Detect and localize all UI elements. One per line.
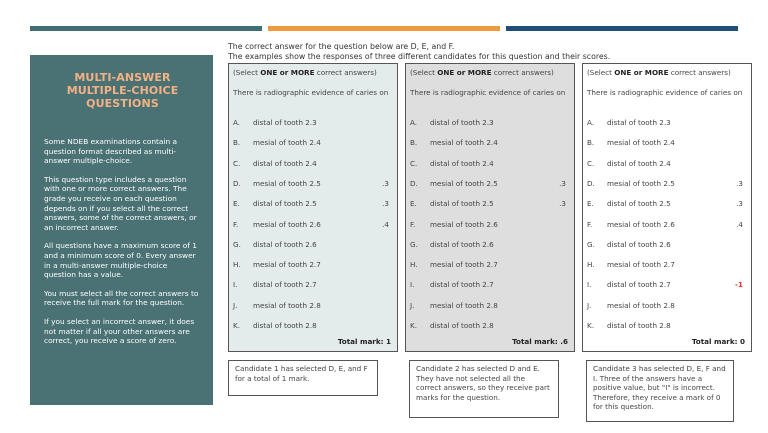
- option-letter: I.: [587, 280, 592, 290]
- answer-option: [410, 240, 566, 252]
- option-score: .3: [736, 199, 743, 209]
- option-letter: E.: [410, 199, 417, 209]
- option-text: distal of tooth 2.6: [430, 239, 494, 249]
- option-letter: A.: [233, 118, 241, 127]
- option-text: mesial of tooth 2.6: [253, 219, 321, 229]
- answer-option: [233, 118, 389, 130]
- option-text: distal of tooth 2.5: [430, 199, 494, 209]
- instruction-suffix: correct answers): [314, 68, 377, 77]
- question-stem: There is radiographic evidence of caries on: [410, 88, 566, 97]
- option-letter: C.: [233, 158, 241, 168]
- option-text: distal of tooth 2.4: [430, 158, 494, 168]
- option-letter: D.: [410, 178, 418, 188]
- option-score: .3: [736, 178, 743, 188]
- candidate-2-note: Candidate 2 has selected D and E. They have not selected all the correct answers, so they receive part marks for the question.: [409, 360, 559, 418]
- option-text: mesial of tooth 2.4: [253, 138, 321, 148]
- answer-option: [587, 301, 743, 313]
- option-text: mesial of tooth 2.7: [253, 260, 321, 270]
- question-instruction: [587, 68, 731, 77]
- option-text: distal of tooth 2.4: [607, 158, 671, 168]
- option-letter: H.: [587, 260, 595, 270]
- option-text: mesial of tooth 2.8: [607, 300, 675, 310]
- instruction-suffix: correct answers): [668, 68, 731, 77]
- accent-bar-navy: [506, 26, 738, 31]
- answer-option: [587, 321, 743, 333]
- answer-option: [410, 179, 566, 191]
- option-letter: C.: [587, 158, 595, 168]
- option-letter: H.: [410, 260, 418, 270]
- option-letter: A.: [410, 118, 418, 127]
- option-letter: B.: [587, 138, 595, 148]
- option-letter: F.: [587, 219, 593, 229]
- answer-option: [233, 179, 389, 191]
- instruction-prefix: (Select: [587, 68, 615, 77]
- option-text: mesial of tooth 2.5: [607, 178, 675, 188]
- answer-option: [587, 280, 743, 292]
- option-text: mesial of tooth 2.6: [430, 219, 498, 229]
- option-letter: E.: [587, 199, 594, 209]
- option-score: .3: [382, 199, 389, 209]
- instruction-emphasis: ONE or MORE: [614, 68, 669, 77]
- candidate-3-question-card: [582, 63, 752, 352]
- answer-option: [587, 118, 743, 130]
- instruction-suffix: correct answers): [491, 68, 554, 77]
- side-paragraph: All questions have a maximum score of 1 and a minimum score of 0. Every answer in a multi-answer multiple-choice question has a value.: [44, 241, 197, 280]
- option-score: .3: [559, 199, 566, 209]
- accent-bar-orange: [268, 26, 500, 31]
- option-text: distal of tooth 2.8: [253, 321, 317, 330]
- side-panel: [30, 55, 213, 405]
- answer-option: [410, 301, 566, 313]
- side-paragraph: You must select all the correct answers to receive the full mark for the question.: [44, 288, 199, 308]
- option-text: distal of tooth 2.3: [607, 118, 671, 127]
- answer-option: [587, 199, 743, 211]
- instruction-prefix: (Select: [233, 68, 261, 77]
- candidate-1-note: Candidate 1 has selected D, E, and F for a total of 1 mark.: [228, 360, 378, 396]
- option-text: distal of tooth 2.7: [253, 280, 317, 290]
- instruction-emphasis: ONE or MORE: [437, 68, 492, 77]
- option-letter: E.: [233, 199, 240, 209]
- option-text: distal of tooth 2.3: [430, 118, 494, 127]
- side-paragraph: This question type includes a question with one or more correct answers. The grade you receive on each question depends on if you select all the correct answers, some of the correct answers, or an incorrect answer.: [44, 174, 197, 232]
- option-letter: G.: [410, 239, 418, 249]
- option-text: mesial of tooth 2.5: [430, 178, 498, 188]
- option-letter: B.: [410, 138, 418, 148]
- option-letter: K.: [587, 321, 594, 330]
- answer-option: [410, 199, 566, 211]
- option-letter: F.: [233, 219, 239, 229]
- option-score: .3: [559, 178, 566, 188]
- answer-option: [233, 321, 389, 333]
- option-text: distal of tooth 2.7: [430, 280, 494, 290]
- question-instruction: [233, 68, 377, 77]
- candidate-1-question-card: [228, 63, 398, 352]
- option-score: .3: [382, 178, 389, 188]
- option-letter: D.: [233, 178, 241, 188]
- option-letter: I.: [233, 280, 238, 290]
- option-letter: K.: [410, 321, 417, 330]
- answer-option: [410, 138, 566, 150]
- side-paragraph: If you select an incorrect answer, it does not matter if all your other answers are correct, you receive a score of zero.: [44, 316, 195, 346]
- answer-option: [587, 260, 743, 272]
- option-text: distal of tooth 2.3: [253, 118, 317, 127]
- option-score: .4: [736, 219, 743, 229]
- answer-option: [587, 220, 743, 232]
- total-mark: Total mark: 0: [691, 337, 745, 346]
- total-mark: Total mark: 1: [337, 337, 391, 346]
- option-letter: G.: [587, 239, 595, 249]
- option-letter: B.: [233, 138, 241, 148]
- option-letter: K.: [233, 321, 240, 330]
- answer-option: [410, 280, 566, 292]
- option-text: distal of tooth 2.7: [607, 280, 671, 290]
- option-text: distal of tooth 2.4: [253, 158, 317, 168]
- option-text: mesial of tooth 2.4: [607, 138, 675, 148]
- answer-option: [233, 301, 389, 313]
- answer-option: [233, 260, 389, 272]
- option-text: distal of tooth 2.5: [253, 199, 317, 209]
- candidate-2-question-card: [405, 63, 575, 352]
- intro-line: The correct answer for the question below are D, E, and F.: [228, 42, 455, 51]
- answer-option: [233, 280, 389, 292]
- side-paragraph: Some NDEB examinations contain a question format described as multi-answer multiple-choice.: [44, 137, 178, 166]
- answer-option: [233, 159, 389, 171]
- option-text: mesial of tooth 2.7: [430, 260, 498, 270]
- option-score: -1: [735, 280, 743, 290]
- question-stem: There is radiographic evidence of caries on: [587, 88, 743, 97]
- option-text: mesial of tooth 2.8: [430, 300, 498, 310]
- option-text: mesial of tooth 2.8: [253, 300, 321, 310]
- intro-line: The examples show the responses of three different candidates for this question and their scores.: [228, 51, 611, 61]
- option-letter: J.: [233, 300, 238, 310]
- answer-option: [233, 199, 389, 211]
- instruction-prefix: (Select: [410, 68, 438, 77]
- answer-option: [410, 220, 566, 232]
- option-letter: C.: [410, 158, 418, 168]
- option-text: mesial of tooth 2.4: [430, 138, 498, 148]
- question-stem: There is radiographic evidence of caries on: [233, 88, 389, 97]
- accent-bar-teal: [30, 26, 262, 31]
- answer-option: [410, 159, 566, 171]
- answer-option: [587, 138, 743, 150]
- option-letter: J.: [410, 300, 415, 310]
- option-text: mesial of tooth 2.6: [607, 219, 675, 229]
- answer-option: [233, 138, 389, 150]
- option-letter: H.: [233, 260, 241, 270]
- answer-option: [410, 260, 566, 272]
- answer-option: [587, 159, 743, 171]
- option-letter: I.: [410, 280, 415, 290]
- answer-option: [587, 179, 743, 191]
- option-text: distal of tooth 2.8: [430, 321, 494, 330]
- answer-option: [410, 321, 566, 333]
- option-text: mesial of tooth 2.7: [607, 260, 675, 270]
- option-text: distal of tooth 2.8: [607, 321, 671, 330]
- option-letter: A.: [587, 118, 595, 127]
- answer-option: [587, 240, 743, 252]
- option-letter: F.: [410, 219, 416, 229]
- answer-option: [233, 240, 389, 252]
- option-letter: G.: [233, 239, 241, 249]
- question-instruction: [410, 68, 554, 77]
- option-text: distal of tooth 2.6: [607, 239, 671, 249]
- answer-option: [233, 220, 389, 232]
- candidate-3-note: Candidate 3 has selected D, E, F and I. Three of the answers have a positive value, but "I" is incorrect. Therefore, they receive a mark of 0 for this question.: [586, 360, 734, 422]
- side-panel-title: MULTI-ANSWER MULTIPLE-CHOICE QUESTIONS: [66, 71, 179, 110]
- option-text: distal of tooth 2.5: [607, 199, 671, 209]
- option-score: .4: [382, 219, 389, 229]
- instruction-emphasis: ONE or MORE: [260, 68, 315, 77]
- option-text: distal of tooth 2.6: [253, 239, 317, 249]
- option-text: mesial of tooth 2.5: [253, 178, 321, 188]
- answer-option: [410, 118, 566, 130]
- option-letter: D.: [587, 178, 595, 188]
- option-letter: J.: [587, 300, 592, 310]
- intro-text: [228, 42, 610, 61]
- total-mark: Total mark: .6: [512, 337, 568, 346]
